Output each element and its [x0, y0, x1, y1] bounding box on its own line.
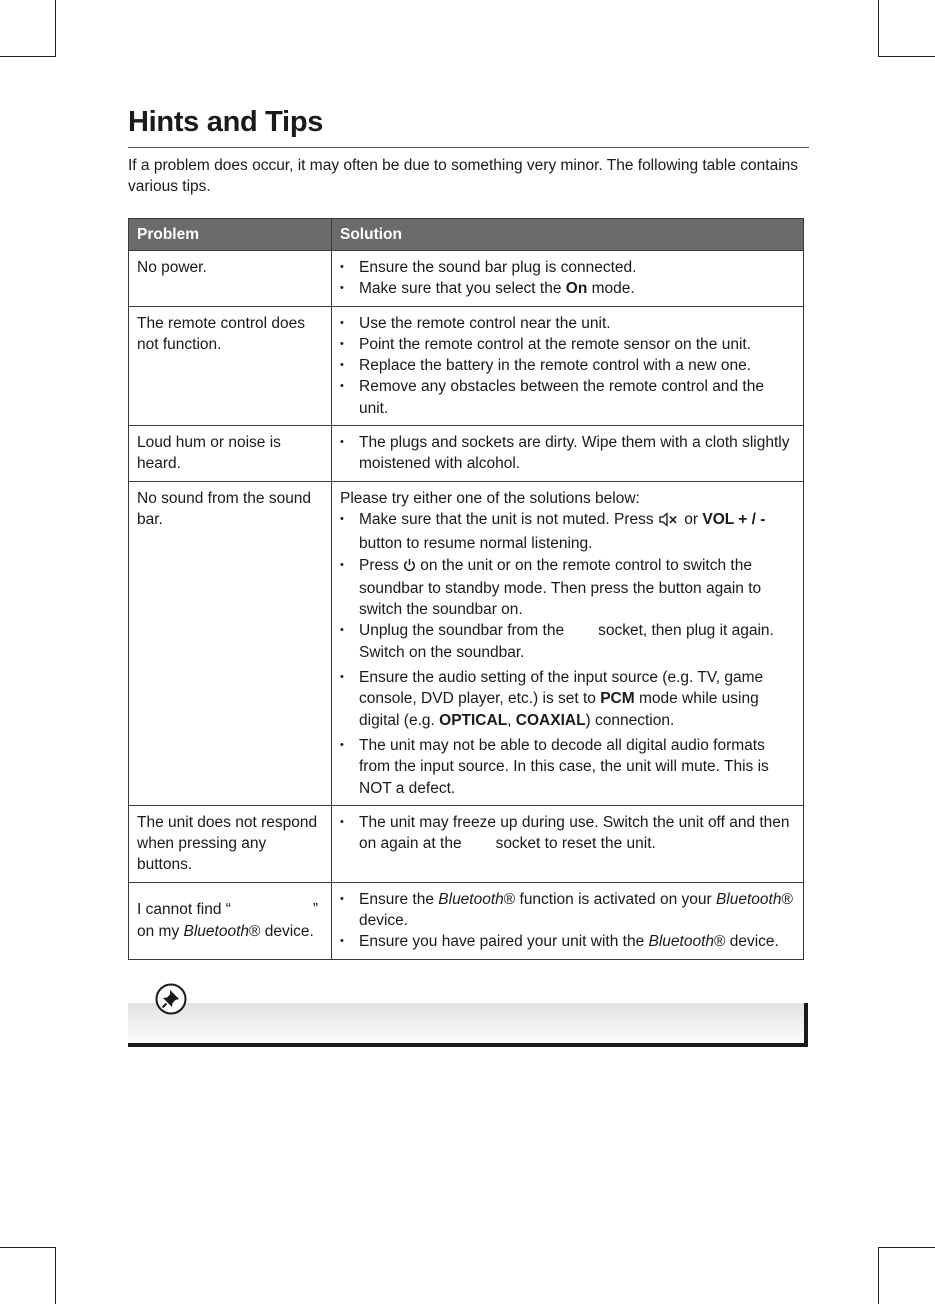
problem-cell: The remote control does not function.: [129, 306, 332, 425]
solution-item: • Ensure the sound bar plug is connected.: [340, 257, 795, 278]
table-row: [129, 805, 804, 882]
solution-item: • Use the remote control near the unit.: [340, 313, 795, 334]
solution-item: • The unit may not be able to decode all digital audio formats from the input source. In this case, the unit will mute. This is NOT a defect.: [340, 735, 795, 799]
solution-cell: [332, 805, 804, 882]
solution-cell: [332, 306, 804, 425]
note-box: [128, 1003, 808, 1047]
solution-item: • The plugs and sockets are dirty. Wipe them with a cloth slightly moistened with alcohol.: [340, 432, 795, 475]
page-title: Hints and Tips: [128, 106, 324, 138]
solution-item: • Remove any obstacles between the remote control and the unit.: [340, 376, 795, 419]
solution-item: • Ensure you have paired your unit with the Bluetooth® device.: [340, 931, 795, 952]
solution-lead: Please try either one of the solutions below:: [340, 489, 640, 507]
solution-cell: [332, 251, 804, 307]
table-row: [129, 306, 804, 425]
crop-mark: [878, 1247, 879, 1304]
solution-item: • Make sure that you select the On mode.: [340, 278, 795, 299]
table-row: [129, 481, 804, 805]
solution-item: • Ensure the audio setting of the input source (e.g. TV, game console, DVD player, etc.) is set to PCM mode while using digital (e.g. OPTICAL, COAXIAL) connection.: [340, 667, 795, 731]
crop-mark: [0, 1247, 56, 1248]
solution-cell: [332, 426, 804, 482]
solution-item: • Unplug the soundbar from the socket, then plug it again. Switch on the soundbar.: [340, 620, 795, 663]
crop-mark: [878, 0, 879, 57]
solution-item: • Replace the battery in the remote control with a new one.: [340, 355, 795, 376]
problem-cell: The unit does not respond when pressing any buttons.: [129, 805, 332, 882]
on-mode-label: On: [565, 280, 588, 298]
tips-table: [128, 218, 804, 960]
coaxial-label: COAXIAL: [515, 711, 586, 729]
mute-icon: [658, 512, 680, 533]
title-rule: [128, 147, 809, 148]
table-row: [129, 426, 804, 482]
pcm-label: PCM: [600, 690, 635, 708]
solution-item: • The unit may freeze up during use. Switch the unit off and then on again at the socket to reset the unit.: [340, 812, 795, 855]
solution-item: • Ensure the Bluetooth® function is activated on your Bluetooth® device.: [340, 889, 795, 932]
solution-item: • Make sure that the unit is not muted. Press or VOL + / - button to resume normal listening.: [340, 509, 795, 555]
crop-mark: [878, 1247, 935, 1248]
problem-cell: Loud hum or noise is heard.: [129, 426, 332, 482]
pin-note-icon: [155, 983, 187, 1015]
power-icon: [403, 557, 416, 578]
intro-text: If a problem does occur, it may often be due to something very minor. The following table contains various tips.: [128, 157, 799, 195]
problem-cell: I cannot find “ ” on my Bluetooth® device.: [129, 882, 332, 959]
header-solution: Solution: [332, 219, 804, 251]
solution-cell: [332, 481, 804, 805]
solution-cell: [332, 882, 804, 959]
problem-cell: No sound from the sound bar.: [129, 481, 332, 805]
solution-item: • Press on the unit or on the remote control to switch the soundbar to standby mode. Then press the button again to switch the soundbar on.: [340, 555, 795, 621]
vol-button-label: VOL + / -: [702, 510, 766, 528]
solution-item: • Point the remote control at the remote sensor on the unit.: [340, 334, 795, 355]
table-row: [129, 882, 804, 959]
problem-cell: No power.: [129, 251, 332, 307]
crop-mark: [55, 1247, 56, 1304]
header-problem: Problem: [129, 219, 332, 251]
optical-label: OPTICAL: [439, 711, 508, 729]
crop-mark: [55, 0, 56, 57]
crop-mark: [878, 56, 935, 57]
crop-mark: [0, 56, 56, 57]
table-row: [129, 251, 804, 307]
table-header-row: [129, 219, 804, 251]
